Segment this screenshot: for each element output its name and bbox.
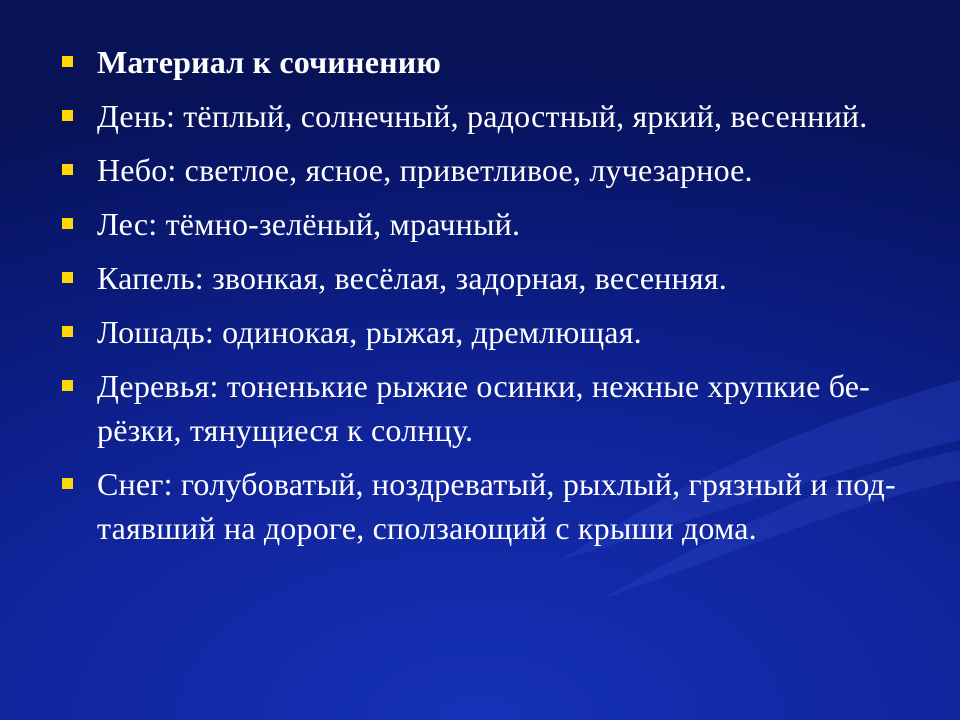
bullet-item-trees bbox=[56, 364, 916, 452]
bullet-item-horse bbox=[56, 310, 916, 354]
bullet-text: Капель: звонкая, весёлая, задорная, весенняя. bbox=[97, 260, 727, 296]
square-bullet-icon bbox=[62, 272, 73, 283]
bullet-text: Деревья: тоненькие рыжие осинки, нежные хрупкие бе-рёзки, тянущиеся к солнцу. bbox=[97, 368, 871, 448]
bullet-text: Небо: светлое, ясное, приветливое, лучезарное. bbox=[97, 152, 753, 188]
bullet-item-drops bbox=[56, 256, 916, 300]
bullet-item-day bbox=[56, 94, 916, 138]
bullet-list bbox=[56, 40, 916, 550]
bullet-text: Снег: голубоватый, ноздреватый, рыхлый, грязный и под-таявший на дороге, сползающий с крыши дома. bbox=[97, 466, 896, 546]
square-bullet-icon bbox=[62, 326, 73, 337]
bullet-text: Лошадь: одинокая, рыжая, дремлющая. bbox=[97, 314, 642, 350]
bullet-text: Материал к сочинению bbox=[97, 44, 442, 80]
bullet-item-sky bbox=[56, 148, 916, 192]
bullet-item-snow bbox=[56, 462, 916, 550]
bullet-text: Лес: тёмно-зелёный, мрачный. bbox=[97, 206, 521, 242]
square-bullet-icon bbox=[62, 218, 73, 229]
slide-content bbox=[56, 40, 916, 560]
square-bullet-icon bbox=[62, 110, 73, 121]
bullet-item-heading bbox=[56, 40, 916, 84]
square-bullet-icon bbox=[62, 164, 73, 175]
bullet-item-forest bbox=[56, 202, 916, 246]
square-bullet-icon bbox=[62, 478, 73, 489]
square-bullet-icon bbox=[62, 56, 73, 67]
square-bullet-icon bbox=[62, 380, 73, 391]
bullet-text: День: тёплый, солнечный, радостный, яркий, весенний. bbox=[97, 98, 868, 134]
